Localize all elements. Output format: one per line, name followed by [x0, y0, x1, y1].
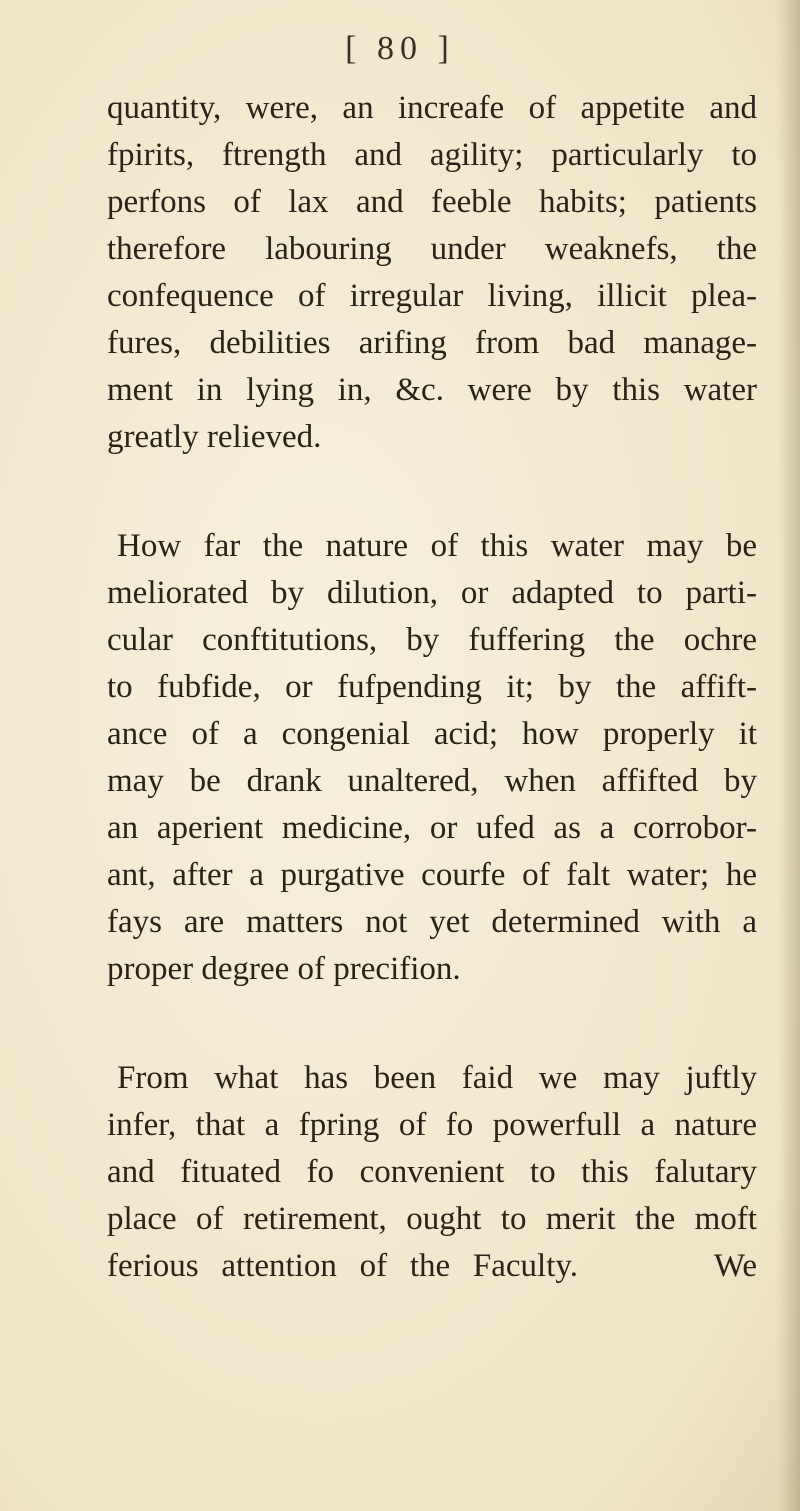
text-line: cular conftitutions, by fuffering the ochre	[107, 622, 757, 658]
page-edge-shadow	[778, 0, 800, 1511]
paragraph-2	[107, 523, 757, 993]
text-line: to fubfide, or fufpending it; by the affift-	[107, 669, 757, 705]
text-line: meliorated by dilution, or adapted to parti-	[107, 575, 757, 611]
text-line: therefore labouring under weaknefs, the	[107, 231, 757, 267]
paragraph-gap	[107, 993, 757, 1055]
text-line: From what has been faid we may juftly	[117, 1060, 757, 1096]
text-line: and fituated fo convenient to this falutary	[107, 1154, 757, 1190]
paragraph-gap	[107, 461, 757, 523]
text-line: may be drank unaltered, when affifted by	[107, 763, 757, 799]
text-line: ment in lying in, &c. were by this water	[107, 372, 757, 408]
text-line: greatly relieved.	[107, 419, 322, 455]
text-line: ance of a congenial acid; how properly it	[107, 716, 757, 752]
text-line: fays are matters not yet determined with a	[107, 904, 757, 940]
text-line: perfons of lax and feeble habits; patients	[107, 184, 757, 220]
text-line: proper degree of precifion.	[107, 951, 461, 987]
text-line: ant, after a purgative courfe of falt water; he	[107, 857, 757, 893]
text-line: an aperient medicine, or ufed as a corrobor-	[107, 810, 757, 846]
page-number-header: [ 80 ]	[345, 30, 455, 67]
paragraph-3	[107, 1055, 757, 1290]
text-line: ferious attention of the Faculty. We	[107, 1248, 757, 1284]
text-line: infer, that a fpring of fo powerfull a nature	[107, 1107, 757, 1143]
text-line: How far the nature of this water may be	[117, 528, 757, 564]
text-line: fures, debilities arifing from bad manage-	[107, 325, 757, 361]
body-text	[107, 85, 757, 1290]
text-line: fpirits, ftrength and agility; particularly to	[107, 137, 757, 173]
text-line: confequence of irregular living, illicit plea-	[107, 278, 757, 314]
paragraph-1	[107, 85, 757, 461]
text-line: quantity, were, an increafe of appetite and	[107, 90, 757, 126]
text-line: place of retirement, ought to merit the moft	[107, 1201, 757, 1237]
